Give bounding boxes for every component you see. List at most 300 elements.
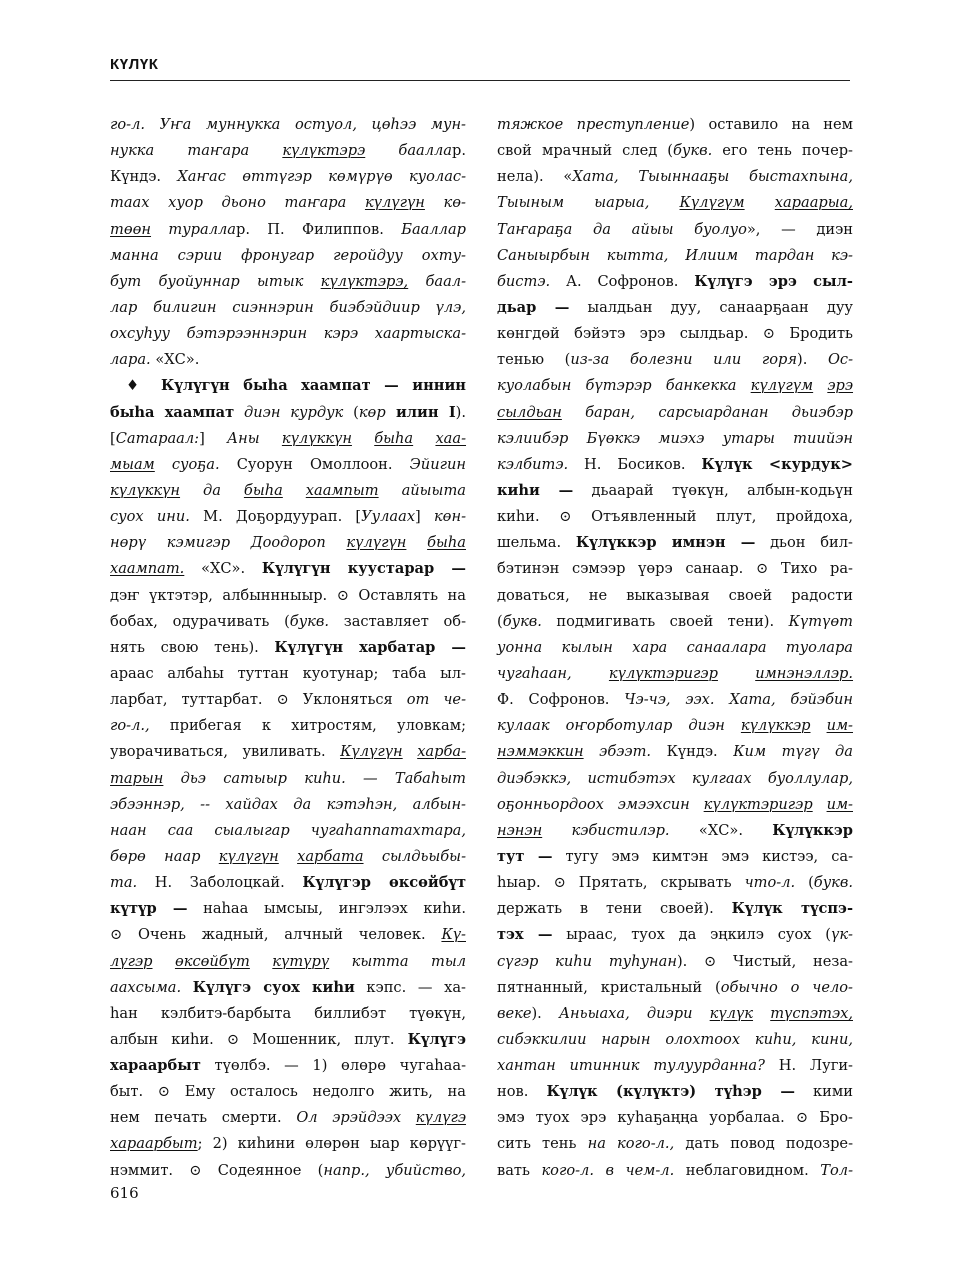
text-run: чугаһаан, — [497, 664, 609, 682]
headword: Күлүгүн куустарар — — [261, 560, 466, 578]
text-line — [110, 1027, 466, 1053]
text-line — [110, 896, 466, 922]
text-run: быт. ⊙ Ему осталось недолго жить, на — [110, 1083, 466, 1101]
text-line — [497, 138, 853, 164]
text-line — [497, 452, 853, 478]
underlined-term: тарын — [110, 769, 164, 787]
text-line — [497, 922, 853, 948]
underlined-term: лүгэр — [110, 952, 153, 970]
text-line — [497, 190, 853, 216]
underlined-term: мыам — [110, 455, 155, 473]
text-run: ; 2) киһини өлөрөн ыар көрүүг- — [197, 1135, 466, 1153]
underlined-term: им- — [826, 717, 853, 735]
text-line — [110, 844, 466, 870]
underlined-term: Күлүгүн — [340, 743, 403, 761]
text-run: кэпс. — ха- — [354, 978, 466, 996]
text-run: баран, сарсыарданан дьиэбэр — [561, 403, 853, 421]
text-run: [ — [110, 429, 116, 447]
text-run: диэн курдук — [234, 403, 344, 421]
text-run: прибегая к хитростям, уловкам; — [149, 717, 466, 735]
underlined-term: күлүк — [709, 1004, 754, 1022]
text-line — [110, 556, 466, 582]
text-line — [497, 112, 853, 138]
headword: Күлүккэр имнэн — — [575, 534, 756, 552]
underlined-term: быһа — [374, 429, 414, 447]
text-run — [279, 848, 297, 865]
underlined-term: им- — [826, 795, 853, 813]
text-line — [110, 739, 466, 765]
headword: Күлүк (күлүктэ) түһэр — — [546, 1083, 795, 1101]
text-run: ыраас, туох да эңкилэ суох ( — [552, 926, 831, 944]
text-run: ). — [531, 1004, 559, 1022]
underlined-term: хараарбыт — [110, 1135, 198, 1153]
text-line — [497, 164, 853, 190]
text-run: Ким түгү да — [733, 743, 853, 761]
text-run: туралла — [151, 220, 236, 238]
text-run: Аньыаха, диэри — [558, 1004, 710, 1022]
text-run: кого-л. в чем-л. — [541, 1161, 675, 1179]
text-line — [110, 217, 466, 243]
underlined-term: Кү- — [441, 926, 466, 944]
text-run: наһаа ымсыы, ингэлээх киһи. — [187, 900, 467, 918]
text-run: һыар. ⊙ Прятать, скрывать — [497, 874, 745, 892]
text-line — [110, 975, 466, 1001]
text-run: ⊙ Очень жадный, алчный человек. — [110, 926, 442, 944]
text-run: подмигивать своей тени). — [541, 612, 789, 630]
text-line — [110, 949, 466, 975]
text-run: охсуһуу бэтэрээннэрин кэрэ хаартыска- — [110, 325, 466, 343]
text-line — [110, 687, 466, 713]
headword: Күлүгэ суох киһи — [192, 978, 355, 996]
text-run: свой мрачный след ( — [497, 142, 673, 160]
text-run: Ол эрэйдээх — [296, 1109, 416, 1127]
text-line — [497, 1027, 853, 1053]
underlined-term: хаампат. — [110, 560, 185, 578]
underlined-term: эрэ — [827, 377, 854, 395]
text-run: дьон бил- — [755, 534, 853, 552]
text-run: дьэ сатыыр киһи. — Табаһыт — [163, 769, 466, 787]
headword: Күлүгэ эрэ сыл- — [694, 272, 853, 290]
text-run: обычно о чело- — [720, 978, 853, 996]
text-line — [497, 975, 853, 1001]
text-line — [497, 661, 853, 687]
underlined-term: харбата — [297, 847, 364, 865]
underlined-term: хаампыт — [305, 481, 379, 499]
text-line — [110, 1001, 466, 1027]
text-run: пятнанный, кристальный ( — [497, 978, 721, 996]
headword: Күлүккэр — [772, 821, 853, 839]
text-run: баалла — [365, 142, 453, 160]
text-line — [110, 609, 466, 635]
headword: Күлүк түспэ- — [731, 900, 853, 918]
text-run: бэтинэн сэмээр үөрэ санаар. ⊙ Тихо ра- — [497, 560, 853, 578]
text-line — [110, 1131, 466, 1157]
text-line — [497, 217, 853, 243]
text-run: Н. Босиков. — [568, 455, 702, 473]
underlined-term: күлүгүн — [364, 194, 425, 212]
headword: тэх — — [497, 926, 553, 944]
text-run: неблаговидном. — [674, 1161, 821, 1179]
text-line — [497, 1001, 853, 1027]
text-line — [497, 687, 853, 713]
text-run: Күндэ. — [110, 168, 178, 186]
text-run: уонна кылын хара санаалара туолара — [497, 638, 853, 656]
headword: Күлүгүн харбатар — — [274, 638, 467, 656]
text-run: нэммит. ⊙ Содеянное ( — [110, 1161, 324, 1179]
text-run: айыыта — [378, 481, 466, 499]
text-run: көнгдөй бэйэтэ эрэ сылдьар. ⊙ Бродить — [497, 325, 853, 343]
text-run: хантан итинник тулуурданна? — [497, 1057, 765, 1075]
text-line — [110, 818, 466, 844]
headword: киһи — — [497, 481, 574, 499]
text-line — [110, 635, 466, 661]
underlined-term: күлүктэрэ — [282, 142, 366, 160]
text-run: нов. — [497, 1083, 547, 1101]
text-line — [497, 295, 853, 321]
text-run: Чэ-чэ, ээх. Хата, бэйэбин — [624, 691, 854, 709]
underlined-term: быһа — [427, 534, 466, 552]
headword: хараарбыт — [110, 1057, 201, 1075]
text-run: бобах, одурачивать ( — [110, 612, 290, 630]
headword: тут — — [497, 847, 553, 865]
underlined-term: күлүккэр — [740, 717, 811, 735]
text-run: Ос- — [827, 351, 854, 369]
right-column — [497, 112, 853, 1184]
text-run: р. — [452, 142, 466, 160]
text-run: таах хуор дьоно таҥара — [110, 194, 365, 212]
text-line — [497, 896, 853, 922]
text-run: шельма. — [497, 534, 576, 552]
text-line — [497, 243, 853, 269]
text-run: от че- — [406, 691, 466, 709]
text-line — [110, 478, 466, 504]
text-run: көр — [358, 403, 386, 421]
text-line — [110, 347, 466, 373]
text-run — [406, 534, 427, 551]
text-run: манна сэрии фронугар геройдуу охту- — [110, 246, 466, 264]
text-line — [497, 1105, 853, 1131]
text-run — [811, 717, 827, 734]
text-run: «ХС». — [669, 821, 773, 839]
text-run: кэбистилэр. — [542, 821, 670, 839]
text-run: оҕонньордоох эмээхсин — [497, 795, 704, 813]
underlined-term: түспэтэх, — [770, 1004, 853, 1022]
text-line — [110, 504, 466, 530]
text-run: сүгэр киһи туһунан — [497, 952, 677, 970]
headword: Күлүгэ — [407, 1030, 466, 1048]
text-run: наан саа сыалыгар чугаһаппатахтара, — [110, 821, 466, 839]
text-run: Уулаах — [361, 508, 416, 526]
text-run: эбээт. — [583, 743, 652, 761]
text-run: эбээннэр, -- хайдах да кэтэһэн, албын- — [110, 795, 466, 813]
text-line — [497, 347, 853, 373]
text-line — [110, 452, 466, 478]
text-line — [110, 190, 466, 216]
headword: дьар — — [497, 298, 570, 316]
text-line — [110, 1053, 466, 1079]
text-run — [403, 743, 418, 760]
text-run: дэҥ үктэтэр, албыннныыр. ⊙ Оставлять на — [110, 586, 466, 604]
text-line — [497, 766, 853, 792]
text-line — [497, 1053, 853, 1079]
text-run: куолабын бүтэрэр банкекка — [497, 377, 751, 395]
text-run: албын киһи. ⊙ Мошенник, плут. — [110, 1030, 408, 1048]
underlined-term: күлүгүм — [750, 377, 814, 395]
text-line — [497, 1158, 853, 1184]
text-run: Саныырбын кытта, Илиим тардан кэ- — [497, 246, 853, 264]
text-line — [110, 870, 466, 896]
text-run: ). — [797, 351, 828, 369]
text-run: кө- — [424, 194, 466, 212]
text-run: сибэккилии нарын олохтоох киһи, кини, — [497, 1030, 853, 1048]
text-run: Аны — [227, 429, 282, 447]
underlined-term: нэнэн — [497, 821, 543, 839]
text-run — [352, 430, 374, 447]
text-run: ыалдьан дуу, санаарҕаан дуу — [569, 298, 854, 316]
underlined-term: хаа- — [435, 429, 467, 447]
text-run: лара. — [110, 351, 151, 369]
text-run: Хаҥас өттүгэр көмүрүө куолас- — [177, 168, 467, 186]
text-line — [497, 949, 853, 975]
text-line — [110, 922, 466, 948]
underlined-term: төөн — [110, 220, 152, 238]
text-run: кэлиибэр Бүөккэ миэхэ утары тиийэн — [497, 429, 853, 447]
text-line — [110, 295, 466, 321]
text-line — [497, 556, 853, 582]
text-line — [497, 635, 853, 661]
text-run: түөлбэ. — 1) өлөрө чугаһаа- — [200, 1057, 466, 1075]
text-line — [110, 321, 466, 347]
underlined-term: күлүгүн — [218, 847, 279, 865]
text-line — [497, 426, 853, 452]
text-run: бут буойуннар ытык — [110, 272, 321, 290]
text-run: Хата, Тыыннааҕы быстахпына, — [572, 168, 853, 186]
text-run: диэбэккэ, истибэтэх кулгаах буоллулар, — [497, 769, 853, 787]
text-run — [745, 194, 775, 211]
text-run: вать — [497, 1161, 542, 1179]
text-line — [497, 321, 853, 347]
text-line — [497, 739, 853, 765]
underlined-term: нэммэккин — [497, 743, 584, 761]
text-line — [110, 713, 466, 739]
text-run: доваться, не выказывая своей радости — [497, 586, 853, 604]
text-run: һан кэлбитэ-барбыта биллибэт түөкүн, — [110, 1004, 466, 1022]
text-run: Тол- — [820, 1161, 854, 1179]
text-line — [497, 609, 853, 635]
text-line — [497, 844, 853, 870]
text-run: үк- — [831, 926, 853, 944]
text-run: бөрө наар — [110, 847, 219, 865]
text-run: ] — [415, 508, 434, 526]
text-run: букв. — [673, 142, 713, 160]
text-line — [110, 243, 466, 269]
text-line — [497, 373, 853, 399]
text-line — [497, 583, 853, 609]
text-run: тенью ( — [497, 351, 571, 369]
headword: күтүр — — [110, 900, 188, 918]
text-run: Күндэ. — [651, 743, 734, 761]
text-run: кими — [794, 1083, 853, 1101]
text-run: кытта тыл — [329, 952, 467, 970]
text-run: Күтүөт — [788, 612, 853, 630]
text-line — [497, 713, 853, 739]
text-run: кэлбитэ. — [497, 455, 569, 473]
text-run: букв. — [813, 874, 854, 892]
text-run: сить тень — [497, 1135, 588, 1153]
underlined-term: харба- — [417, 743, 466, 761]
text-run: букв. — [502, 612, 542, 630]
text-run: баал- — [408, 272, 467, 290]
text-run — [813, 796, 827, 813]
text-line — [497, 818, 853, 844]
text-run: суох ини. — [110, 508, 190, 526]
text-run: сылдьыбы- — [363, 847, 466, 865]
text-run: А. Софронов. — [550, 272, 695, 290]
text-run: ) оставило на нем — [689, 116, 853, 133]
text-line — [110, 400, 466, 426]
text-run — [718, 665, 755, 682]
text-run: р. П. Филиппов. — [235, 220, 402, 238]
text-line — [110, 164, 466, 190]
underlined-term: өксөйбүт — [174, 952, 250, 970]
running-header — [110, 53, 850, 81]
text-run: из-за болезни или горя — [570, 351, 797, 369]
text-run: на кого-л., — [587, 1135, 675, 1153]
text-line — [497, 870, 853, 896]
text-run: эмэ туох эрэ куһаҕаңңа уорбалаа. ⊙ Бро- — [497, 1109, 853, 1127]
text-run: тяжкое преступление — [497, 116, 690, 133]
text-line — [497, 1079, 853, 1105]
headword: Күлүгэр өксөйбүт — [302, 874, 466, 892]
text-run: нем печать смерти. — [110, 1109, 297, 1127]
text-run: да — [180, 481, 244, 499]
text-run — [153, 953, 175, 970]
underlined-term: сылдьан — [497, 403, 562, 421]
text-run: ларбат, туттарбат. ⊙ Уклоняться — [110, 691, 407, 709]
text-run: «ХС». — [184, 560, 262, 578]
text-line — [497, 1131, 853, 1157]
text-line — [110, 138, 466, 164]
text-line — [110, 530, 466, 556]
text-line — [110, 792, 466, 818]
underlined-term: Күлүгүм — [679, 194, 745, 212]
underlined-term: күлүгүн — [346, 534, 407, 552]
text-run: ). ⊙ Чистый, неза- — [676, 952, 853, 970]
text-run: Сатараал: — [115, 429, 200, 447]
text-line — [110, 661, 466, 687]
text-run: », — диэн — [746, 220, 853, 238]
text-run: Н. Заболоцкай. — [137, 874, 303, 892]
text-run: ). — [455, 403, 467, 421]
text-run — [250, 953, 272, 970]
text-run: Бааллар — [401, 220, 466, 238]
underlined-term: хараарыа, — [774, 194, 853, 212]
text-run: суоҕа. — [154, 455, 220, 473]
headword: ♦ Күлүгүн быһа хаампат — иннин — [126, 377, 466, 395]
text-run: Эйигин — [409, 455, 466, 473]
text-run: букв. — [289, 612, 330, 630]
text-run: дьаарай түөкүн, албын-кодьүн — [573, 481, 853, 499]
text-run: напр., убийство, — [323, 1161, 466, 1179]
text-run: ( — [497, 612, 503, 630]
text-line — [110, 112, 466, 138]
text-run — [753, 1005, 770, 1022]
text-line — [110, 269, 466, 295]
headword: быһа хаампат — [110, 403, 235, 421]
text-run — [413, 430, 435, 447]
text-run: Суорун Омоллоон. — [219, 455, 410, 473]
text-line — [497, 269, 853, 295]
text-run: го-л., — [110, 717, 150, 735]
text-run: нөрү кэмигэр Доодороп — [110, 534, 347, 552]
text-run: араас албаһы туттан куотунар; таба ыл- — [110, 664, 466, 682]
text-run: Ф. Софронов. — [497, 691, 625, 709]
text-run — [813, 377, 827, 394]
text-run: ] — [199, 429, 228, 447]
text-line — [110, 766, 466, 792]
underlined-term: имнэнэллэр. — [755, 664, 854, 682]
page-number: 616 — [110, 1184, 139, 1202]
text-line — [497, 504, 853, 530]
text-run: уворачиваться, увиливать. — [110, 743, 341, 761]
text-run: его тень почер- — [712, 142, 853, 160]
text-run: аахсыма. — [110, 978, 193, 996]
text-run: лар билигин сиэннэрин биэбэйдиир үлэ, — [110, 298, 466, 316]
text-line — [110, 1105, 466, 1131]
underlined-term: күлүгэ — [415, 1109, 467, 1127]
underlined-term: быһа — [243, 481, 283, 499]
headword: Күлүк <курдук> — [701, 455, 853, 473]
text-line — [110, 426, 466, 452]
text-run: го-л. Уҥа муннукка остуол, цөһээ мун- — [110, 116, 466, 133]
text-run — [283, 482, 306, 499]
text-run: веке — [497, 1004, 532, 1022]
left-column — [110, 112, 466, 1184]
text-line — [497, 530, 853, 556]
text-line — [497, 792, 853, 818]
underlined-term: күлүктэрэ, — [320, 272, 409, 290]
text-run: киһи. ⊙ Отъявленный плут, пройдоха, — [497, 508, 853, 526]
text-run: держать в тени своей). — [497, 900, 732, 918]
text-run: Таҥараҕа да айыы буолуо — [497, 220, 747, 238]
text-line — [110, 583, 466, 609]
text-run: көн- — [433, 508, 466, 526]
text-run: нукка таҥара — [110, 142, 283, 160]
text-run: ( — [795, 874, 814, 892]
text-line — [110, 1079, 466, 1105]
underlined-term: күлүккүн — [281, 429, 352, 447]
underlined-term: күлүктэригэр — [703, 795, 813, 813]
text-run: та. — [110, 874, 138, 892]
text-run: нела). « — [497, 168, 573, 186]
text-run: кулаак оҥорботулар диэн — [497, 717, 741, 735]
text-run: «ХС». — [150, 351, 200, 369]
text-line — [497, 478, 853, 504]
text-run: тугу эмэ кимтэн эмэ кистээ, са- — [552, 847, 853, 865]
text-run: заставляет об- — [329, 612, 466, 630]
text-line — [497, 400, 853, 426]
headword: илин I — [385, 403, 456, 421]
text-run: М. Доҕордуурап. [ — [189, 508, 362, 526]
text-run: ( — [343, 403, 359, 421]
underlined-term: күлүккүн — [110, 481, 181, 499]
header-title: КҮЛҮК — [110, 56, 159, 73]
underlined-term: күлүктэригэр — [608, 664, 718, 682]
text-run: что-л. — [744, 874, 796, 892]
text-run: бистэ. — [497, 272, 551, 290]
text-line — [110, 373, 466, 399]
text-run: дать повод подозре- — [674, 1135, 853, 1153]
